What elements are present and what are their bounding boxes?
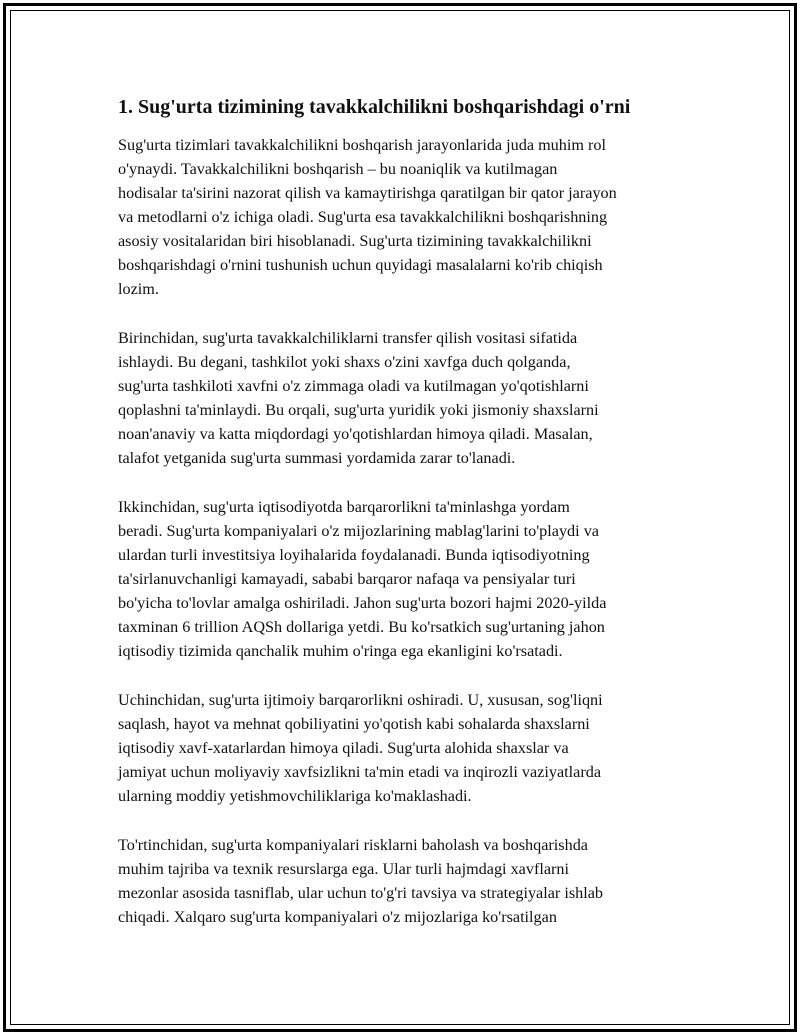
paragraph-5 (118, 833, 738, 929)
text-line: qoplashni ta'minlaydi. Bu orqali, sug'urta yuridik yoki jismoniy shaxslarni (118, 401, 599, 419)
document-body (118, 93, 738, 954)
text-line: saqlash, hayot va mehnat qobiliyatini yo'qotish kabi sohalarda shaxslarni (118, 715, 590, 733)
text-line: ularning moddiy yetishmovchiliklariga ko'maklashadi. (118, 787, 472, 805)
text-line: ta'sirlanuvchanligi kamayadi, sababi barqaror nafaqa va pensiyalar turi (118, 570, 576, 588)
text-line: va metodlarni o'z ichiga oladi. Sug'urta esa tavakkalchilikni boshqarishning (118, 208, 608, 226)
text-line: hodisalar ta'sirini nazorat qilish va kamaytirishga qaratilgan bir qator jarayon (118, 184, 617, 202)
text-line: Birinchidan, sug'urta tavakkalchiliklarni transfer qilish vositasi sifatida (118, 329, 578, 347)
text-line: ishlaydi. Bu degani, tashkilot yoki shaxs o'zini xavfga duch qolganda, (118, 353, 571, 371)
text-line: taxminan 6 trillion AQSh dollariga yetdi. Bu ko'rsatkich sug'urtaning jahon (118, 618, 605, 636)
text-line: o'ynaydi. Tavakkalchilikni boshqarish – bu noaniqlik va kutilmagan (118, 160, 558, 178)
text-line: talafot yetganida sug'urta summasi yordamida zarar to'lanadi. (118, 449, 516, 467)
section-heading: 1. Sug'urta tizimining tavakkalchilikni boshqarishdagi o'rni (118, 96, 631, 118)
text-line: lozim. (118, 280, 159, 298)
paragraph-4 (118, 688, 738, 808)
paragraph-3 (118, 495, 738, 663)
text-line: bo'yicha to'lovlar amalga oshiriladi. Jahon sug'urta bozori hajmi 2020-yilda (118, 594, 607, 612)
text-line: iqtisodiy tizimida qanchalik muhim o'ringa ega ekanligini ko'rsatadi. (118, 642, 563, 660)
text-line: Sug'urta tizimlari tavakkalchilikni boshqarish jarayonlarida juda muhim rol (118, 136, 606, 154)
text-line: boshqarishdagi o'rnini tushunish uchun quyidagi masalalarni ko'rib chiqish (118, 256, 603, 274)
paragraph-1 (118, 133, 738, 301)
text-line: muhim tajriba va texnik resurslarga ega. Ular turli hajmdagi xavflarni (118, 860, 570, 878)
text-line: iqtisodiy xavf-xatarlardan himoya qiladi. Sug'urta alohida shaxslar va (118, 739, 569, 757)
text-line: Ikkinchidan, sug'urta iqtisodiyotda barqarorlikni ta'minlashga yordam (118, 498, 570, 516)
paragraph-2 (118, 326, 738, 470)
text-line: ulardan turli investitsiya loyihalarida foydalanadi. Bunda iqtisodiyotning (118, 546, 590, 564)
text-line: To'rtinchidan, sug'urta kompaniyalari risklarni baholash va boshqarishda (118, 836, 588, 854)
text-line: mezonlar asosida tasniflab, ular uchun to'g'ri tavsiya va strategiyalar ishlab (118, 884, 604, 902)
text-line: beradi. Sug'urta kompaniyalari o'z mijozlarining mablag'larini to'playdi va (118, 522, 599, 540)
text-line: jamiyat uchun moliyaviy xavfsizlikni ta'min etadi va inqirozli vaziyatlarda (118, 763, 602, 781)
text-line: noan'anaviy va katta miqdordagi yo'qotishlardan himoya qiladi. Masalan, (118, 425, 593, 443)
text-line: asosiy vositalaridan biri hisoblanadi. Sug'urta tizimining tavakkalchilikni (118, 232, 592, 250)
text-line: Uchinchidan, sug'urta ijtimoiy barqarorlikni oshiradi. U, xususan, sog'liqni (118, 691, 603, 709)
text-line: sug'urta tashkiloti xavfni o'z zimmaga oladi va kutilmagan yo'qotishlarni (118, 377, 589, 395)
text-line: chiqadi. Xalqaro sug'urta kompaniyalari o'z mijozlariga ko'rsatilgan (118, 908, 557, 926)
